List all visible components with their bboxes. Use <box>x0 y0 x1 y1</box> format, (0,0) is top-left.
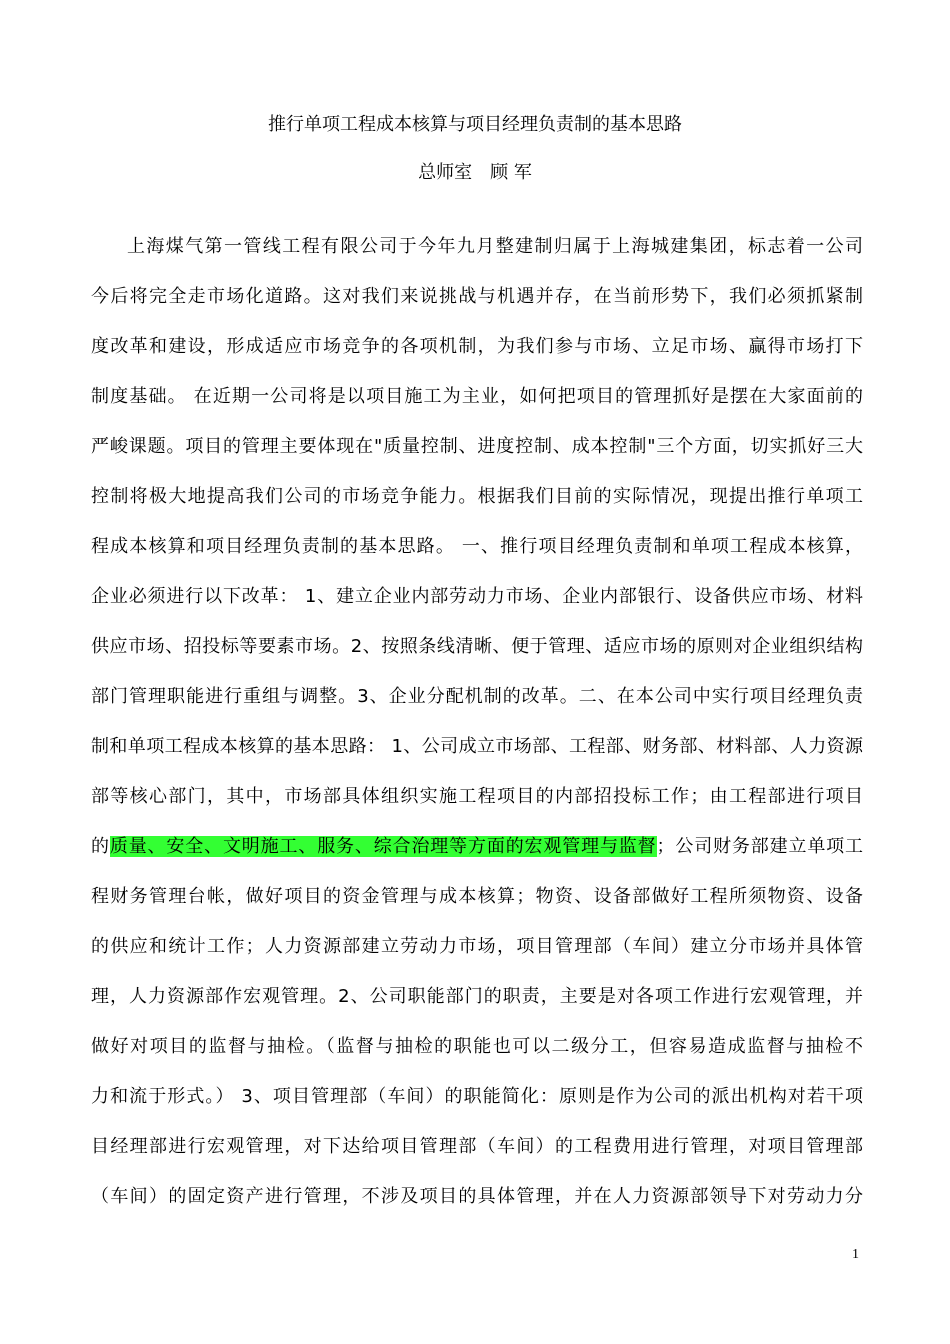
text-line: 部门管理职能进行重组与调整。3、企业分配机制的改革。二、在本公司中实行项目经理负责 <box>91 686 863 707</box>
text-line: 上海煤气第一管线工程有限公司于今年九月整建制归属于上海城建集团，标志着一公司 <box>127 236 863 257</box>
text-line: 严峻课题。项目的管理主要体现在"质量控制、进度控制、成本控制"三个方面，切实抓好三大 <box>91 436 863 457</box>
text-line-highlighted <box>91 830 863 880</box>
text-line: 理，人力资源部作宏观管理。2、公司职能部门的职责，主要是对各项工作进行宏观管理，并 <box>91 986 863 1007</box>
document-title: 推行单项工程成本核算与项目经理负责制的基本思路 <box>268 114 682 135</box>
page-number: 1 <box>852 1247 859 1262</box>
text-line: 企业必须进行以下改革： 1、建立企业内部劳动力市场、企业内部银行、设备供应市场、材料 <box>91 586 863 607</box>
text-line: 程成本核算和项目经理负责制的基本思路。 一、推行项目经理负责制和单项工程成本核算， <box>91 536 863 557</box>
text-line: 制和单项工程成本核算的基本思路： 1、公司成立市场部、工程部、财务部、材料部、人力资源 <box>91 736 863 757</box>
text-line: 今后将完全走市场化道路。这对我们来说挑战与机遇并存，在当前形势下，我们必须抓紧制 <box>91 286 863 307</box>
text-line: 供应市场、招投标等要素市场。2、按照条线清晰、便于管理、适应市场的原则对企业组织结构 <box>91 636 863 657</box>
text-line: 部等核心部门，其中，市场部具体组织实施工程项目的内部招投标工作；由工程部进行项目 <box>91 786 863 807</box>
text-line: 力和流于形式。） 3、项目管理部（车间）的职能简化：原则是作为公司的派出机构对若干项 <box>91 1086 863 1107</box>
document-author: 总师室 顾 军 <box>418 162 532 183</box>
body-paragraph <box>91 230 863 1230</box>
text-line: 制度基础。 在近期一公司将是以项目施工为主业，如何把项目的管理抓好是摆在大家面前的 <box>91 386 863 407</box>
highlighted-text: 质量、安全、文明施工、服务、综合治理等方面的宏观管理与监督 <box>109 836 657 857</box>
text-line: 的供应和统计工作；人力资源部建立劳动力市场，项目管理部（车间）建立分市场并具体管 <box>91 936 863 957</box>
text-line: 做好对项目的监督与抽检。（监督与抽检的职能也可以二级分工，但容易造成监督与抽检不 <box>91 1036 863 1057</box>
text-line: 目经理部进行宏观管理，对下达给项目管理部（车间）的工程费用进行管理，对项目管理部 <box>91 1136 863 1157</box>
text-segment: 的 <box>91 836 110 857</box>
text-line: （车间）的固定资产进行管理，不涉及项目的具体管理，并在人力资源部领导下对劳动力分 <box>91 1186 863 1207</box>
text-line: 度改革和建设，形成适应市场竞争的各项机制，为我们参与市场、立足市场、赢得市场打下 <box>91 336 863 357</box>
text-line: 控制将极大地提高我们公司的市场竞争能力。根据我们目前的实际情况，现提出推行单项工 <box>91 486 863 507</box>
text-segment: ；公司财务部建立单项工 <box>656 836 863 857</box>
text-line: 程财务管理台帐，做好项目的资金管理与成本核算；物资、设备部做好工程所须物资、设备 <box>91 886 863 907</box>
